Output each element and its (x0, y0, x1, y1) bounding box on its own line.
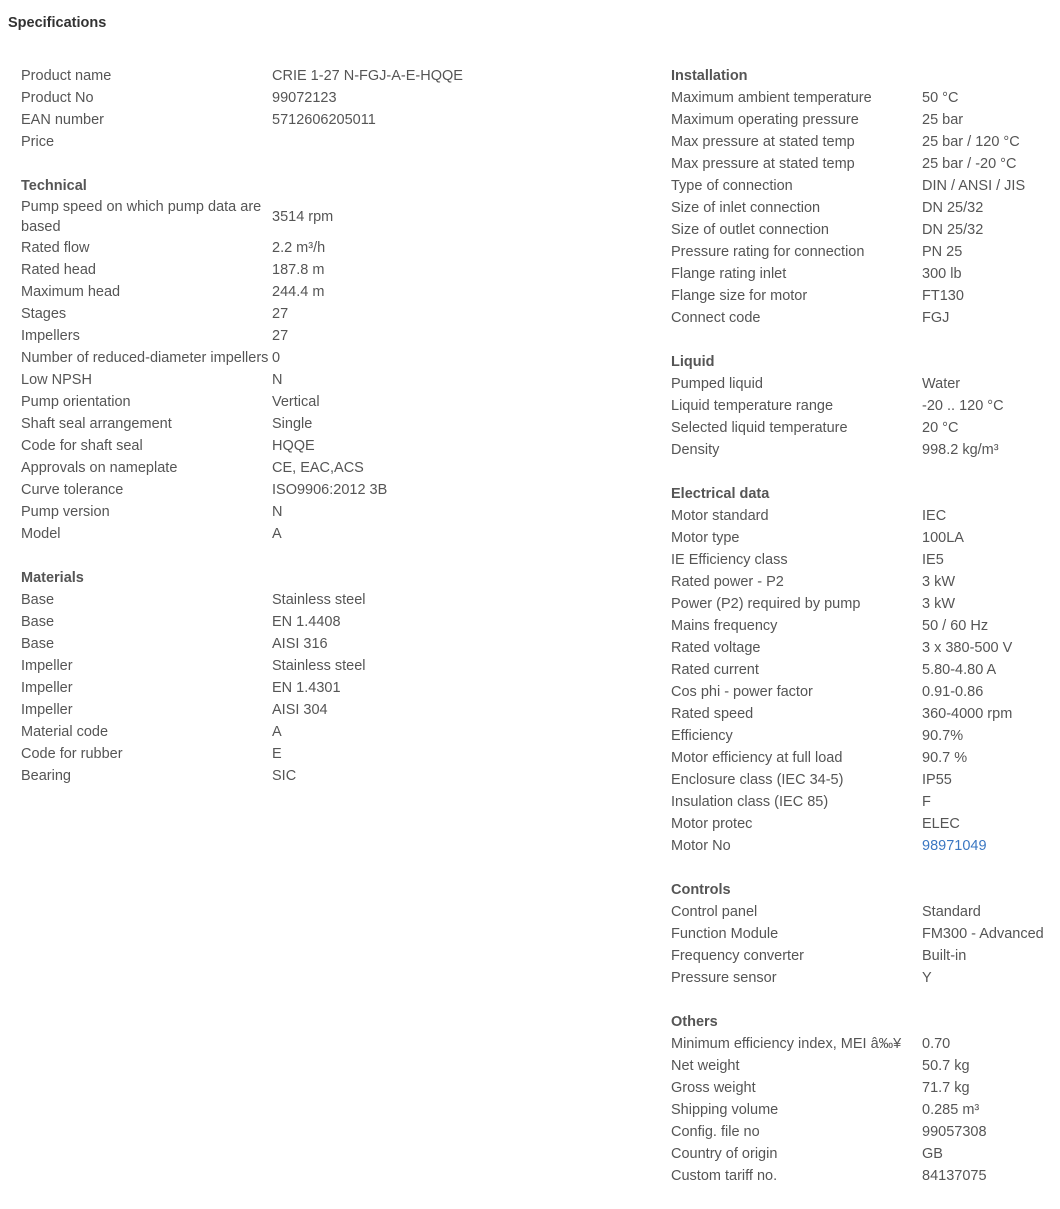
left-column (21, 65, 491, 809)
spec-label: Product No (21, 90, 94, 106)
spec-row (671, 153, 1060, 175)
spec-row (671, 505, 1060, 527)
spec-row (671, 241, 1060, 263)
spec-label: Minimum efficiency index, MEI â‰¥ (671, 1036, 902, 1052)
spec-row (671, 659, 1060, 681)
spec-value: 50.7 kg (922, 1058, 970, 1074)
spec-value: GB (922, 1146, 943, 1162)
spec-label: Pump speed on which pump data are based (21, 199, 262, 235)
spec-value: Water (922, 376, 961, 392)
spec-label: Rated flow (21, 240, 90, 256)
section-general (21, 65, 491, 153)
spec-row (21, 457, 491, 479)
spec-row (671, 549, 1060, 571)
spec-value: 5712606205011 (272, 112, 376, 128)
spec-value: 300 lb (922, 266, 962, 282)
spec-value: ISO9906:2012 3B (272, 482, 388, 498)
spec-row (21, 87, 491, 109)
spec-label: Motor standard (671, 508, 769, 524)
spec-label: Efficiency (671, 728, 733, 744)
spec-value: Vertical (272, 394, 320, 410)
spec-label: Motor No (671, 838, 731, 854)
spec-label: Density (671, 442, 720, 458)
spec-row (21, 131, 491, 153)
spec-label: IE Efficiency class (671, 552, 788, 568)
spec-table (671, 87, 1060, 329)
spec-value: AISI 316 (272, 636, 328, 652)
spec-row (671, 967, 1060, 989)
spec-row (21, 391, 491, 413)
spec-label: Config. file no (671, 1124, 760, 1140)
spec-label: Curve tolerance (21, 482, 124, 498)
spec-value: 100LA (922, 530, 964, 546)
spec-label: Flange size for motor (671, 288, 808, 304)
spec-row (21, 501, 491, 523)
spec-row (671, 769, 1060, 791)
spec-label: Type of connection (671, 178, 793, 194)
spec-table (21, 65, 491, 153)
spec-label: Model (21, 526, 61, 542)
spec-label: Number of reduced-diameter impellers (21, 350, 269, 366)
spec-table (671, 505, 1060, 857)
section-heading: Electrical data (671, 486, 770, 502)
motor-no-link[interactable]: 98971049 (922, 838, 987, 854)
spec-value: DIN / ANSI / JIS (922, 178, 1026, 194)
spec-label: Max pressure at stated temp (671, 156, 855, 172)
spec-value: 0.70 (922, 1036, 951, 1052)
spec-row (21, 413, 491, 435)
spec-row (671, 615, 1060, 637)
spec-value: 25 bar / 120 °C (922, 134, 1020, 150)
spec-value: 27 (272, 328, 289, 344)
spec-value: DN 25/32 (922, 200, 984, 216)
spec-label: Custom tariff no. (671, 1168, 778, 1184)
section-others (671, 1011, 1060, 1187)
spec-row (21, 281, 491, 303)
spec-label: Base (21, 636, 55, 652)
spec-value: DN 25/32 (922, 222, 984, 238)
spec-value: N (272, 372, 283, 388)
spec-row (671, 285, 1060, 307)
page-title: Specifications (8, 15, 107, 31)
spec-row (671, 1121, 1060, 1143)
spec-value: 90.7% (922, 728, 964, 744)
spec-label: Control panel (671, 904, 758, 920)
spec-value: FM300 - Advanced (922, 926, 1044, 942)
spec-value: 244.4 m (272, 284, 325, 300)
spec-label: Connect code (671, 310, 761, 326)
spec-row (671, 197, 1060, 219)
spec-row (21, 743, 491, 765)
spec-row (671, 1099, 1060, 1121)
spec-label: Liquid temperature range (671, 398, 834, 414)
spec-row (671, 395, 1060, 417)
spec-row (21, 435, 491, 457)
spec-value: CE, EAC,ACS (272, 460, 364, 476)
spec-table (671, 373, 1060, 461)
spec-label: Maximum operating pressure (671, 112, 859, 128)
spec-value: 50 °C (922, 90, 959, 106)
spec-label: Price (21, 134, 55, 150)
spec-value: 0.91-0.86 (922, 684, 984, 700)
section-liquid (671, 351, 1060, 461)
section-controls (671, 879, 1060, 989)
spec-row (671, 307, 1060, 329)
spec-value (272, 131, 491, 153)
spec-label: Insulation class (IEC 85) (671, 794, 829, 810)
spec-label: Stages (21, 306, 67, 322)
spec-label: Base (21, 592, 55, 608)
spec-row (671, 813, 1060, 835)
spec-label: Impeller (21, 702, 73, 718)
spec-row (671, 945, 1060, 967)
spec-label: Motor efficiency at full load (671, 750, 843, 766)
spec-row (671, 637, 1060, 659)
spec-row (671, 373, 1060, 395)
spec-label: Country of origin (671, 1146, 778, 1162)
spec-label: Material code (21, 724, 109, 740)
spec-label: Motor protec (671, 816, 753, 832)
spec-table (671, 1033, 1060, 1187)
spec-row (671, 219, 1060, 241)
spec-value: PN 25 (922, 244, 963, 260)
spec-value: AISI 304 (272, 702, 328, 718)
spec-value: FT130 (922, 288, 964, 304)
spec-label: Net weight (671, 1058, 740, 1074)
spec-value: 27 (272, 306, 289, 322)
spec-value: 0 (272, 350, 281, 366)
spec-value: 84137075 (922, 1168, 987, 1184)
spec-label: Selected liquid temperature (671, 420, 848, 436)
spec-label: Rated speed (671, 706, 754, 722)
spec-row (671, 417, 1060, 439)
spec-row (671, 527, 1060, 549)
spec-value: 20 °C (922, 420, 959, 436)
spec-value: FGJ (922, 310, 950, 326)
spec-value: 3514 rpm (272, 209, 334, 225)
spec-value: 50 / 60 Hz (922, 618, 989, 634)
spec-row (671, 263, 1060, 285)
spec-value: Stainless steel (272, 658, 366, 674)
spec-label: Impeller (21, 680, 73, 696)
spec-label: Cos phi - power factor (671, 684, 813, 700)
section-heading: Technical (21, 178, 87, 194)
spec-row (671, 1143, 1060, 1165)
spec-row (21, 197, 491, 237)
spec-label: Size of inlet connection (671, 200, 821, 216)
spec-label: Impeller (21, 658, 73, 674)
spec-value: -20 .. 120 °C (922, 398, 1004, 414)
spec-label: Code for shaft seal (21, 438, 143, 454)
spec-value: 3 kW (922, 574, 956, 590)
spec-value: 2.2 m³/h (272, 240, 326, 256)
spec-row (21, 655, 491, 677)
spec-row (671, 131, 1060, 153)
spec-row (21, 721, 491, 743)
spec-value: CRIE 1-27 N-FGJ-A-E-HQQE (272, 68, 463, 84)
spec-label: Motor type (671, 530, 740, 546)
spec-label: Impellers (21, 328, 80, 344)
spec-row (671, 923, 1060, 945)
spec-row (21, 765, 491, 787)
spec-value-cell (922, 835, 1060, 857)
spec-row (21, 109, 491, 131)
spec-value: Single (272, 416, 313, 432)
spec-value: Built-in (922, 948, 967, 964)
spec-value: A (272, 526, 282, 542)
spec-row (21, 237, 491, 259)
spec-row (671, 439, 1060, 461)
section-installation (671, 65, 1060, 329)
spec-label: Code for rubber (21, 746, 123, 762)
spec-label: Rated power - P2 (671, 574, 784, 590)
spec-row (671, 87, 1060, 109)
spec-label: Size of outlet connection (671, 222, 829, 238)
spec-value: EN 1.4301 (272, 680, 341, 696)
spec-row (671, 1077, 1060, 1099)
spec-label: Gross weight (671, 1080, 756, 1096)
spec-row (671, 593, 1060, 615)
spec-row (671, 901, 1060, 923)
spec-value: 25 bar (922, 112, 964, 128)
spec-label: Function Module (671, 926, 779, 942)
spec-table (671, 901, 1060, 989)
spec-label: Rated current (671, 662, 759, 678)
spec-label: Flange rating inlet (671, 266, 787, 282)
spec-row (671, 1165, 1060, 1187)
spec-value: EN 1.4408 (272, 614, 341, 630)
spec-row (21, 347, 491, 369)
spec-value: E (272, 746, 282, 762)
spec-value: 0.285 m³ (922, 1102, 980, 1118)
spec-row (671, 1055, 1060, 1077)
spec-label: Bearing (21, 768, 71, 784)
spec-row (21, 677, 491, 699)
spec-table (21, 197, 491, 545)
spec-value: 25 bar / -20 °C (922, 156, 1017, 172)
spec-label: Base (21, 614, 55, 630)
spec-row (21, 325, 491, 347)
spec-label: Maximum head (21, 284, 121, 300)
spec-row (671, 175, 1060, 197)
spec-row (21, 611, 491, 633)
spec-value: Stainless steel (272, 592, 366, 608)
section-heading: Liquid (671, 354, 715, 370)
spec-label: EAN number (21, 112, 105, 128)
spec-row (21, 523, 491, 545)
spec-value: N (272, 504, 283, 520)
spec-value: 5.80-4.80 A (922, 662, 997, 678)
spec-label: Low NPSH (21, 372, 92, 388)
spec-label: Max pressure at stated temp (671, 134, 855, 150)
spec-label: Pressure rating for connection (671, 244, 865, 260)
spec-label: Pump orientation (21, 394, 131, 410)
section-heading: Installation (671, 68, 748, 84)
spec-label: Maximum ambient temperature (671, 90, 872, 106)
spec-value: IEC (922, 508, 947, 524)
spec-row (671, 703, 1060, 725)
section-materials (21, 567, 491, 787)
spec-value: A (272, 724, 282, 740)
spec-label: Frequency converter (671, 948, 804, 964)
section-electrical-data (671, 483, 1060, 857)
spec-row (21, 369, 491, 391)
spec-row (671, 1033, 1060, 1055)
spec-value: 187.8 m (272, 262, 325, 278)
spec-row (21, 699, 491, 721)
spec-row (671, 747, 1060, 769)
spec-value: IP55 (922, 772, 952, 788)
spec-label: Mains frequency (671, 618, 778, 634)
spec-row (671, 725, 1060, 747)
spec-label: Shipping volume (671, 1102, 779, 1118)
spec-value: 71.7 kg (922, 1080, 970, 1096)
spec-label: Approvals on nameplate (21, 460, 178, 476)
right-column (671, 65, 1060, 1209)
spec-value: 998.2 kg/m³ (922, 442, 999, 458)
spec-row (671, 571, 1060, 593)
spec-row (21, 633, 491, 655)
spec-value: 360-4000 rpm (922, 706, 1013, 722)
spec-row (671, 681, 1060, 703)
spec-value: Y (922, 970, 932, 986)
spec-value: SIC (272, 768, 297, 784)
section-technical (21, 175, 491, 545)
spec-label: Rated head (21, 262, 96, 278)
section-heading: Controls (671, 882, 731, 898)
spec-label: Pumped liquid (671, 376, 763, 392)
spec-value: 99057308 (922, 1124, 987, 1140)
spec-label: Pressure sensor (671, 970, 777, 986)
spec-row (21, 479, 491, 501)
spec-value: ELEC (922, 816, 960, 832)
spec-row (21, 259, 491, 281)
spec-label: Product name (21, 68, 112, 84)
spec-row (21, 589, 491, 611)
spec-label: Power (P2) required by pump (671, 596, 861, 612)
section-heading: Others (671, 1014, 718, 1030)
spec-label: Rated voltage (671, 640, 761, 656)
spec-label: Enclosure class (IEC 34-5) (671, 772, 844, 788)
spec-value: 3 kW (922, 596, 956, 612)
spec-row (21, 65, 491, 87)
spec-value: F (922, 794, 931, 810)
spec-value: 99072123 (272, 90, 337, 106)
spec-table (21, 589, 491, 787)
spec-row (21, 303, 491, 325)
spec-value: 90.7 % (922, 750, 968, 766)
spec-value: IE5 (922, 552, 944, 568)
spec-label: Pump version (21, 504, 110, 520)
spec-value: 3 x 380-500 V (922, 640, 1013, 656)
spec-row (671, 109, 1060, 131)
spec-row (671, 791, 1060, 813)
spec-value: Standard (922, 904, 981, 920)
spec-row (671, 835, 1060, 857)
spec-value: HQQE (272, 438, 315, 454)
section-heading: Materials (21, 570, 84, 586)
spec-label: Shaft seal arrangement (21, 416, 172, 432)
